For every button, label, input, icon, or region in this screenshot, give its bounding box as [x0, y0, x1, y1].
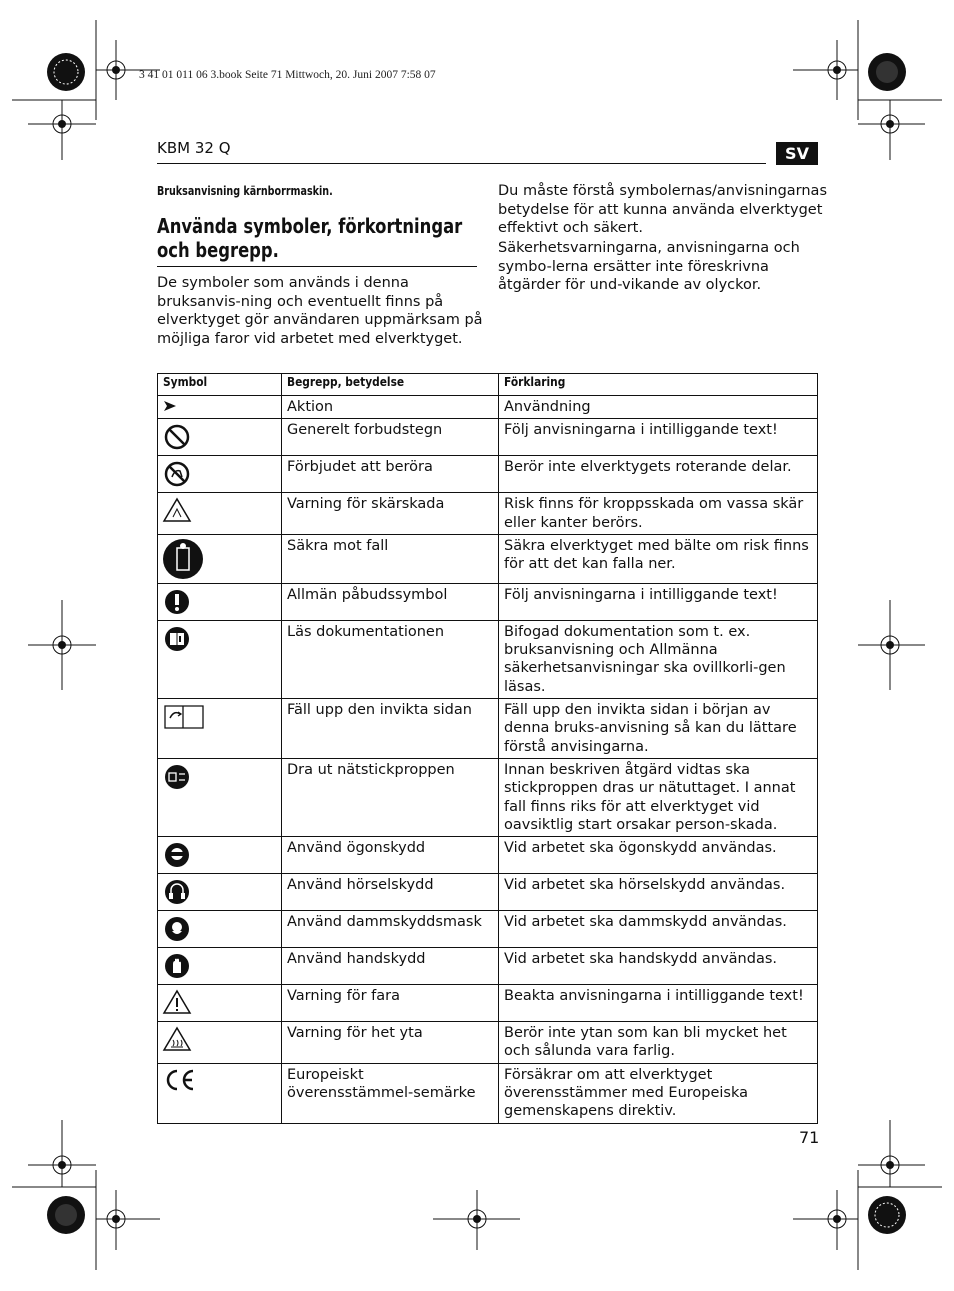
- term-cell: Varning för het yta: [282, 1022, 499, 1064]
- header-explanation: Förklaring: [499, 374, 818, 396]
- explanation-cell: Vid arbetet ska ögonskydd användas.: [499, 837, 818, 874]
- table-row: [158, 985, 818, 1022]
- table-row: [158, 874, 818, 911]
- explanation-cell: Vid arbetet ska dammskydd användas.: [499, 911, 818, 948]
- table-row: [158, 948, 818, 985]
- eye-protection-icon: [162, 840, 192, 870]
- explanation-cell: Innan beskriven åtgärd vidtas ska stickproppen dras ur nätuttaget. I annat fall finns riks för att elverktyget vid oavsiktlig start orsakar person-skada.: [499, 758, 818, 836]
- intro-left: De symboler som används i denna bruksanvis-ning och eventuellt finns på elverktyget gör användaren uppmärksam på möjliga faror vid arbetet med elverktyget.: [157, 275, 483, 347]
- symbol-table: [157, 373, 818, 1124]
- header-term: Begrepp, betydelse: [282, 374, 499, 396]
- fall-protection-icon: [162, 538, 204, 580]
- term-cell: Europeiskt överensstämmel-semärke: [282, 1063, 499, 1123]
- kicker-heading: Bruksanvisning kärnborrmaskin.: [157, 183, 333, 198]
- hot-surface-icon: [162, 1025, 192, 1053]
- explanation-cell: Vid arbetet ska hörselskydd användas.: [499, 874, 818, 911]
- term-cell: Förbjudet att beröra: [282, 456, 499, 493]
- explanation-cell: Berör inte elverktygets roterande delar.: [499, 456, 818, 493]
- explanation-cell: Bifogad dokumentation som t. ex. bruksanvisning och Allmänna säkerhetsanvisningar ska ovillkorli-gen läsas.: [499, 620, 818, 698]
- table-row: [158, 699, 818, 759]
- term-cell: Säkra mot fall: [282, 534, 499, 583]
- mandatory-icon: [162, 587, 192, 617]
- print-line: 3 41 01 011 06 3.book Seite 71 Mittwoch, 20. Juni 2007 7:58 07: [139, 69, 436, 81]
- explanation-cell: Fäll upp den invikta sidan i början av denna bruks-anvisning så kan du lättare förstå anvisingarna.: [499, 699, 818, 759]
- table-row: [158, 1022, 818, 1064]
- header-rule: [157, 163, 766, 164]
- section-title: Använda symboler, förkortningar och begrepp.: [157, 214, 463, 262]
- header-symbol: Symbol: [158, 374, 282, 396]
- title-rule: [157, 266, 477, 267]
- term-cell: Varning för skärskada: [282, 493, 499, 535]
- term-cell: Generelt forbudstegn: [282, 419, 499, 456]
- ear-protection-icon: [162, 877, 192, 907]
- table-row: [158, 456, 818, 493]
- explanation-cell: Vid arbetet ska handskydd användas.: [499, 948, 818, 985]
- explanation-cell: Beakta anvisningarna i intilliggande text!: [499, 985, 818, 1022]
- explanation-cell: Risk finns för kroppsskada om vassa skär eller kanter berörs.: [499, 493, 818, 535]
- term-cell: Använd ögonskydd: [282, 837, 499, 874]
- term-cell: Använd dammskyddsmask: [282, 911, 499, 948]
- term-cell: Varning för fara: [282, 985, 499, 1022]
- page-number: 71: [799, 1128, 820, 1147]
- model-title: KBM 32 Q: [157, 139, 231, 157]
- explanation-cell: Berör inte ytan som kan bli mycket het och sålunda vara farlig.: [499, 1022, 818, 1064]
- table-row: [158, 758, 818, 836]
- term-cell: Använd hörselskydd: [282, 874, 499, 911]
- dust-mask-icon: [162, 914, 192, 944]
- term-cell: Läs dokumentationen: [282, 620, 499, 698]
- table-row: [158, 493, 818, 535]
- table-row: [158, 396, 818, 419]
- language-badge: SV: [776, 142, 818, 165]
- explanation-cell: Följ anvisningarna i intilliggande text!: [499, 419, 818, 456]
- table-row: [158, 1063, 818, 1123]
- prohibition-icon: [162, 422, 192, 452]
- explanation-cell: Följ anvisningarna i intilliggande text!: [499, 583, 818, 620]
- explanation-cell: Användning: [499, 396, 818, 419]
- ce-mark-icon: [162, 1067, 198, 1093]
- arrow-icon: [162, 399, 178, 413]
- gloves-icon: [162, 951, 192, 981]
- no-touch-icon: [162, 459, 192, 489]
- unplug-icon: [162, 762, 192, 792]
- term-cell: Fäll upp den invikta sidan: [282, 699, 499, 759]
- read-manual-icon: [162, 624, 192, 654]
- cut-hazard-icon: [162, 496, 192, 524]
- warning-icon: [162, 988, 192, 1016]
- table-row: [158, 837, 818, 874]
- explanation-cell: Försäkrar om att elverktyget överensstämmer med Europeiska gemenskapens direktiv.: [499, 1063, 818, 1123]
- table-row: [158, 419, 818, 456]
- table-row: [158, 911, 818, 948]
- term-cell: Allmän påbudssymbol: [282, 583, 499, 620]
- table-row: [158, 534, 818, 583]
- table-header-row: [158, 374, 818, 396]
- foldout-page-icon: [162, 702, 208, 732]
- explanation-cell: Säkra elverktyget med bälte om risk finns för att det kan falla ner.: [499, 534, 818, 583]
- term-cell: Använd handskydd: [282, 948, 499, 985]
- intro-right-1: Du måste förstå symbolernas/anvisningarnas betydelse för att kunna använda elverktyget effektivt och säkert.: [498, 183, 827, 236]
- intro-right-2: Säkerhetsvarningarna, anvisningarna och symbo-lerna ersätter inte föreskrivna åtgärder för und-vikande av olyckor.: [498, 240, 800, 293]
- term-cell: Aktion: [282, 396, 499, 419]
- term-cell: Dra ut nätstickproppen: [282, 758, 499, 836]
- table-row: [158, 620, 818, 698]
- table-row: [158, 583, 818, 620]
